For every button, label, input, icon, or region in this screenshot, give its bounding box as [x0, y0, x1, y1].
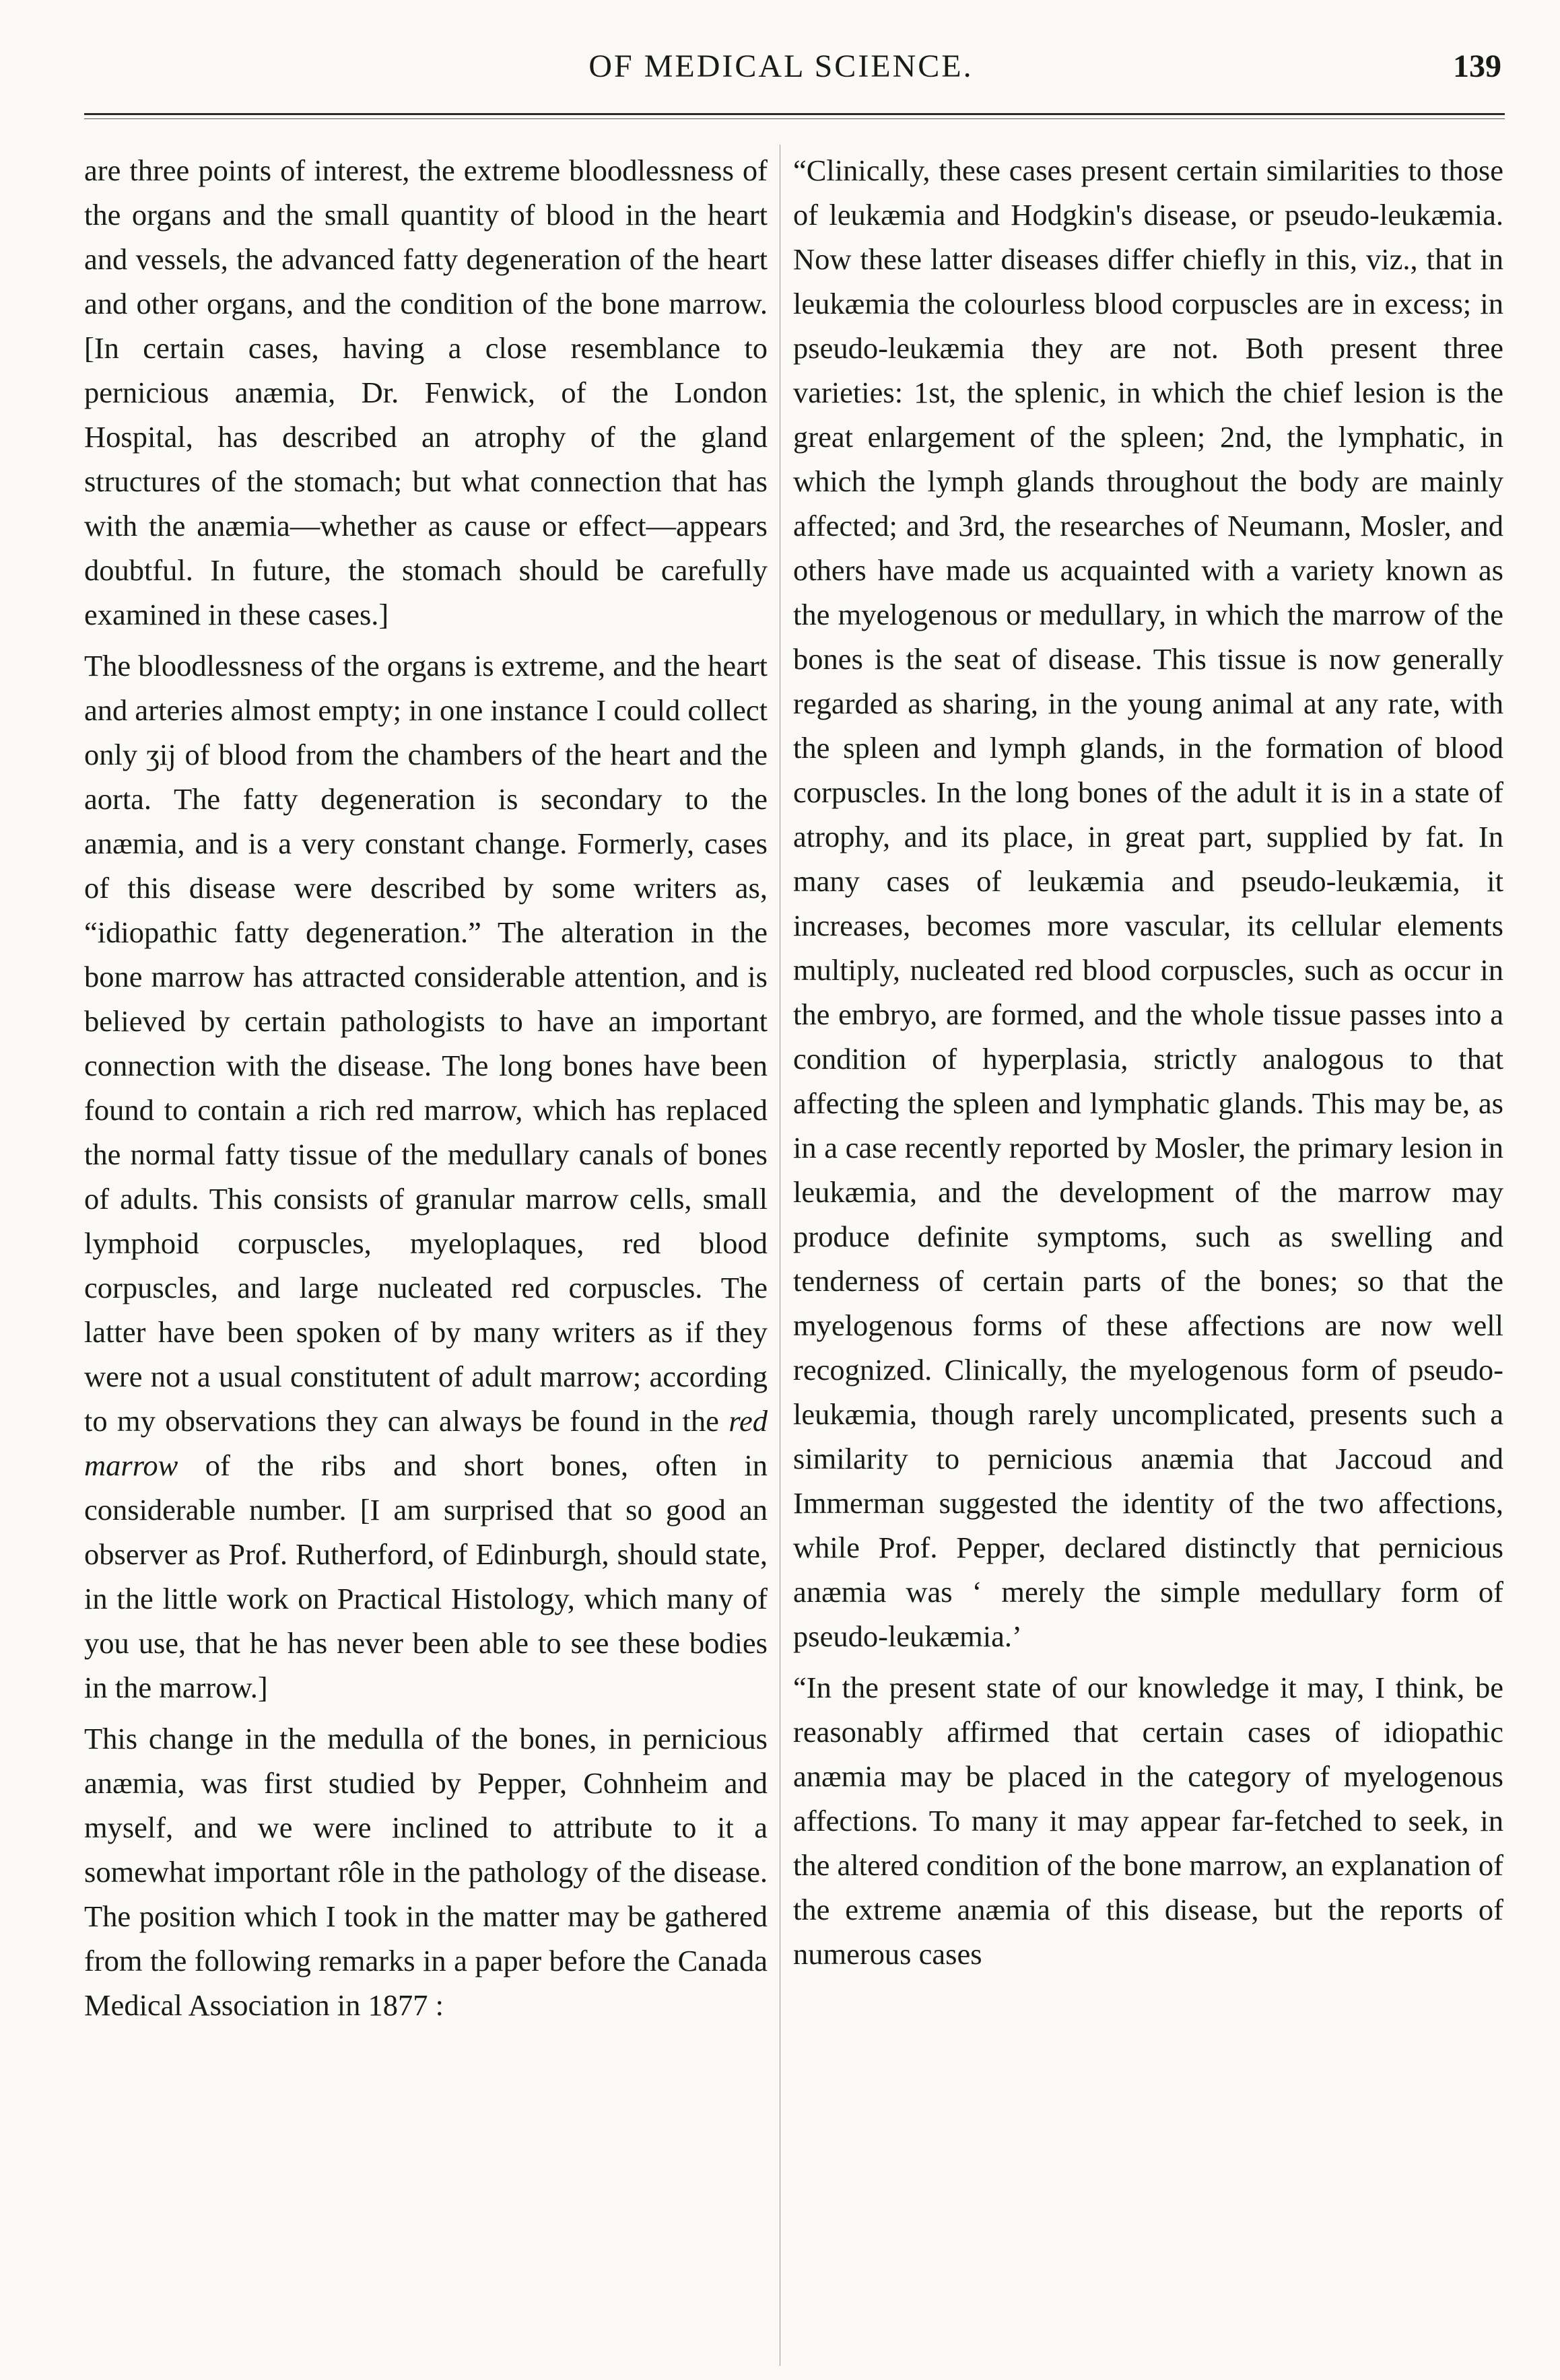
paragraph-text: of the ribs and short bones, often in considerable number. [I am surprised that so good an observer as Prof. Rutherford, of Edinburgh, should state, in the little work on Practical Histology, which many of you use, that he has never been able to see these bodies in the marrow.] — [84, 1448, 768, 1704]
paragraph-text: The bloodlessness of the organs is extreme, and the heart and arteries almost empty; in one instance I could collect only ʒij of blood from the chambers of the heart and the aorta. The fatty degeneration is secondary to the anæmia, and is a very constant change. Formerly, cases of this disease were described by some writers as, “idiopathic fatty degeneration.” The alteration in the bone marrow has attracted considerable attention, and is believed by certain pathologists to have an important connection with the disease. The long bones have been found to contain a rich red marrow, which has replaced the normal fatty tissue of the medullary canals of bones of adults. This consists of granular marrow cells, small lymphoid corpuscles, myeloplaques, red blood corpuscles, and large nucleated red corpuscles. The latter have been spoken of by many writers as if they were not a usual constitutent of adult marrow; according to my observations they can always be found in the — [84, 649, 768, 1438]
paragraph: This change in the medulla of the bones, in pernicious anæmia, was first studied by Pepper, Cohnheim and myself, and we were inclined to attribute to it a somewhat important rôle in the pathology of the disease. The position which I took in the matter may be gathered from the following remarks in a paper before the Canada Medical Association in 1877 : — [84, 1722, 768, 2022]
header-rule-thin — [84, 118, 1505, 119]
header-rule — [84, 113, 1505, 115]
right-column — [793, 148, 1503, 2362]
running-head: OF MEDICAL SCIENCE. — [588, 48, 974, 84]
page-number: 139 — [1453, 48, 1501, 84]
paragraph — [84, 643, 768, 1710]
left-column — [84, 148, 768, 2362]
paragraph: “In the present state of our knowledge it may, I think, be reasonably affirmed that certain cases of idiopathic anæmia may be placed in the category of myelogenous affections. To many it may appear far-fetched to seek, in the altered condition of the bone marrow, an explanation of the extreme anæmia of this disease, but the reports of numerous cases — [793, 1671, 1503, 1971]
paragraph: “Clinically, these cases present certain similarities to those of leukæmia and Hodgkin's disease, or pseudo-leukæmia. Now these latter diseases differ chiefly in this, viz., that in leukæmia the colourless blood corpuscles are in excess; in pseudo-leukæmia they are not. Both present three varieties: 1st, the splenic, in which the chief lesion is the great enlargement of the spleen; 2nd, the lymphatic, in which the lymph glands throughout the body are mainly affected; and 3rd, the researches of Neumann, Mosler, and others have made us acquainted with a variety known as the myelogenous or medullary, in which the marrow of the bones is the seat of disease. This tissue is now generally regarded as sharing, in the young animal at any rate, with the spleen and lymph glands, in the formation of blood corpuscles. In the long bones of the adult it is in a state of atrophy, and its place, in great part, supplied by fat. In many cases of leukæmia and pseudo-leukæmia, it increases, becomes more vascular, its cellular elements multiply, nucleated red blood corpuscles, such as occur in the embryo, are formed, and the whole tissue passes into a condition of hyperplasia, strictly analogous to that affecting the spleen and lymphatic glands. This may be, as in a case recently reported by Mosler, the primary lesion in leukæmia, and the development of the marrow may produce definite symptoms, such as swelling and tenderness of certain parts of the bones; so that the myelogenous forms of these affections are now well recognized. Clinically, the myelogenous form of pseudo-leukæmia, though rarely uncomplicated, presents such a similarity to pernicious anæmia that Jaccoud and Immerman suggested the identity of the two affections, while Prof. Pepper, declared distinctly that pernicious anæmia was ‘ merely the simple medullary form of pseudo-leukæmia.’ — [793, 153, 1503, 1653]
paragraph: are three points of interest, the extreme bloodlessness of the organs and the small quantity of blood in the heart and vessels, the advanced fatty degeneration of the heart and other organs, and the condition of the bone marrow. [In certain cases, having a close resemblance to pernicious anæmia, Dr. Fenwick, of the London Hospital, has described an atrophy of the gland structures of the stomach; but what connection that has with the anæmia—whether as cause or effect—appears doubtful. In future, the stomach should be carefully examined in these cases.] — [84, 153, 768, 631]
page-header — [54, 50, 1508, 104]
emphasis-text: red marrow — [84, 1404, 768, 1482]
